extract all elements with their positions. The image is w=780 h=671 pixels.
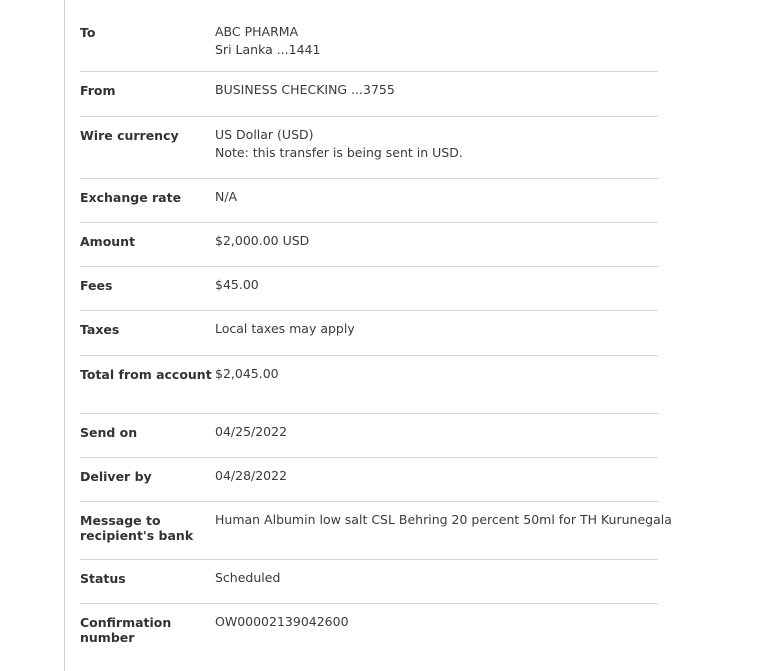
amount: $2,000.00 USD bbox=[215, 233, 310, 248]
detail-label: Taxes bbox=[80, 322, 120, 337]
currency-note: Note: this transfer is being sent in USD. bbox=[215, 145, 463, 160]
fees: $45.00 bbox=[215, 277, 259, 292]
confirmation-number: OW00002139042600 bbox=[215, 614, 349, 629]
detail-row-message bbox=[80, 502, 672, 560]
status-value: Scheduled bbox=[215, 570, 281, 585]
detail-label: Send on bbox=[80, 425, 138, 440]
detail-row-confirmation bbox=[80, 604, 658, 659]
detail-label: Amount bbox=[80, 234, 136, 249]
detail-value bbox=[215, 502, 672, 559]
detail-value bbox=[215, 414, 658, 457]
detail-value bbox=[215, 14, 658, 71]
deliver-by-date: 04/28/2022 bbox=[215, 468, 288, 483]
detail-row-amount bbox=[80, 223, 658, 267]
exchange-rate: N/A bbox=[215, 189, 238, 204]
detail-value bbox=[215, 311, 658, 355]
detail-value bbox=[215, 223, 658, 266]
detail-row-from bbox=[80, 72, 658, 117]
wire-transfer-details bbox=[80, 14, 672, 659]
detail-label: Total from account bbox=[80, 367, 212, 382]
detail-label: From bbox=[80, 83, 116, 98]
recipient-account: Sri Lanka ...1441 bbox=[215, 42, 321, 57]
detail-value bbox=[215, 356, 658, 413]
detail-label: To bbox=[80, 25, 96, 40]
detail-value bbox=[215, 560, 658, 603]
detail-value bbox=[215, 604, 658, 659]
detail-row-exchange-rate bbox=[80, 179, 658, 223]
detail-label: Exchange rate bbox=[80, 190, 182, 205]
detail-label: Confirmation number bbox=[80, 615, 172, 645]
detail-row-taxes bbox=[80, 311, 658, 356]
detail-label: Status bbox=[80, 571, 126, 586]
detail-label: Deliver by bbox=[80, 469, 152, 484]
send-on-date: 04/25/2022 bbox=[215, 424, 288, 439]
detail-row-fees bbox=[80, 267, 658, 311]
message-to-bank: Human Albumin low salt CSL Behring 20 percent 50ml for TH Kurunegala bbox=[215, 512, 672, 527]
detail-value bbox=[215, 179, 658, 222]
detail-label: Message to recipient's bank bbox=[80, 513, 194, 543]
detail-value bbox=[215, 267, 658, 310]
detail-value bbox=[215, 458, 658, 501]
detail-value bbox=[215, 72, 658, 116]
detail-row-to bbox=[80, 14, 658, 72]
detail-row-deliver-by bbox=[80, 458, 658, 502]
detail-label: Fees bbox=[80, 278, 113, 293]
total-from-account: $2,045.00 bbox=[215, 366, 279, 381]
detail-row-wire-currency bbox=[80, 117, 658, 179]
detail-row-status bbox=[80, 560, 658, 604]
detail-label: Wire currency bbox=[80, 128, 179, 143]
wire-currency: US Dollar (USD) bbox=[215, 127, 314, 142]
detail-row-total bbox=[80, 356, 658, 414]
detail-value bbox=[215, 117, 658, 178]
left-divider bbox=[64, 0, 65, 671]
source-account: BUSINESS CHECKING ...3755 bbox=[215, 82, 395, 97]
detail-row-send-on bbox=[80, 414, 658, 458]
recipient-name: ABC PHARMA bbox=[215, 24, 299, 39]
taxes: Local taxes may apply bbox=[215, 321, 355, 336]
